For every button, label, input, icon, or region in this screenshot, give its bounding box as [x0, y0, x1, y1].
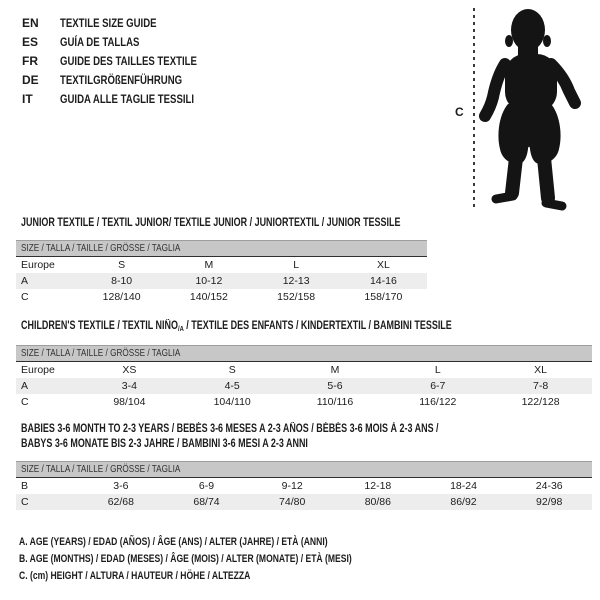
language-list: [22, 13, 231, 108]
cell: 12-18: [364, 480, 392, 492]
cell: 10-12: [195, 275, 223, 287]
height-label-c: C: [455, 105, 464, 119]
language-code: ES: [22, 34, 39, 49]
cell: 9-12: [281, 480, 303, 492]
footnote-c: C. (cm) HEIGHT / ALTURA / HAUTEUR / HÖHE / ALTEZZA: [19, 570, 251, 582]
size-header-bar: SIZE / TALLA / TAILLE / GRÖSSE / TAGLIA: [16, 345, 592, 361]
cell: 4-5: [224, 380, 240, 392]
size-table-children: [16, 345, 592, 410]
cell: L: [293, 259, 300, 271]
cell: 152/158: [277, 291, 316, 303]
cell: XS: [122, 364, 137, 376]
cell: S: [228, 364, 236, 376]
section-title-babies: BABIES 3-6 MONTH TO 2-3 YEARS / BEBÉS 3-6 MESES A 2-3 AÑOS / BÉBÉS 3-6 MOIS À 2-3 ANS / BABYS 3-6 MONATE BIS 2-3 JAHRE / BAMBINI 3-6 MESI A 2-3 ANNI: [21, 423, 439, 450]
cell: 116/122: [419, 396, 457, 408]
language-row: [22, 32, 231, 51]
cell: 18-24: [450, 480, 477, 492]
cell: M: [330, 364, 340, 376]
table-row-height: [16, 494, 592, 510]
cell: 6-7: [430, 380, 446, 392]
baby-figure: [485, 9, 575, 206]
cell: 6-9: [198, 480, 215, 492]
footnotes: [19, 534, 446, 585]
cell: 122/128: [521, 396, 560, 408]
table-row-age: [16, 273, 427, 289]
cell: 3-4: [121, 380, 137, 392]
language-name: GUIDE DES TAILLES TEXTILE: [60, 53, 197, 68]
cell: 158/170: [364, 291, 403, 303]
size-table-babies: [16, 461, 592, 510]
cell: 14-16: [369, 275, 397, 287]
cell: 8-10: [111, 275, 133, 287]
row-label: B: [21, 480, 29, 492]
table-row-height: [16, 289, 427, 305]
cell: 86/92: [450, 496, 477, 508]
section-title-junior: JUNIOR TEXTILE / TEXTIL JUNIOR/ TEXTILE JUNIOR / JUNIORTEXTIL / JUNIOR TESSILE: [21, 217, 401, 229]
size-table-junior: [16, 240, 427, 305]
cell: 140/152: [189, 291, 228, 303]
cell: 128/140: [102, 291, 141, 303]
row-label: A: [21, 275, 29, 287]
language-row: [22, 51, 231, 70]
cell: 12-13: [282, 275, 310, 287]
cell: 7-8: [532, 380, 549, 392]
cell: 3-6: [113, 480, 129, 492]
language-code: DE: [22, 72, 39, 87]
language-name: TEXTILGRÖßENFÜHRUNG: [60, 72, 183, 87]
section-title-children: CHILDREN'S TEXTILE / TEXTIL NIÑO/A / TEXTILE DES ENFANTS / KINDERTEXTIL / BAMBINI TESSILE: [21, 320, 452, 333]
language-code: EN: [22, 15, 39, 30]
table-row-europe: [16, 361, 592, 378]
language-name: GUIDA ALLE TAGLIE TESSILI: [60, 91, 195, 106]
cell: XL: [534, 364, 547, 376]
table-row-height: [16, 394, 592, 410]
cell: 5-6: [327, 380, 343, 392]
row-label: C: [21, 496, 29, 508]
baby-silhouette-figure: [450, 0, 600, 215]
size-header-bar: SIZE / TALLA / TAILLE / GRÖSSE / TAGLIA: [16, 461, 592, 477]
language-name: GUÍA DE TALLAS: [60, 34, 140, 49]
table-row-europe: [16, 256, 427, 273]
cell: S: [118, 259, 126, 271]
cell: 68/74: [193, 496, 220, 508]
cell: 80/86: [364, 496, 391, 508]
language-row: [22, 13, 231, 32]
cell: 74/80: [279, 496, 306, 508]
language-name: TEXTILE SIZE GUIDE: [60, 15, 157, 30]
cell: 98/104: [113, 396, 146, 408]
size-header-bar: SIZE / TALLA / TAILLE / GRÖSSE / TAGLIA: [16, 240, 427, 256]
language-code: FR: [22, 53, 38, 68]
row-label: Europe: [21, 259, 55, 271]
row-label: C: [21, 396, 29, 408]
language-row: [22, 70, 231, 89]
table-row-age-months: [16, 477, 592, 494]
cell: 110/116: [316, 396, 354, 408]
cell: XL: [376, 259, 390, 271]
cell: 104/110: [213, 396, 251, 408]
cell: 62/68: [107, 496, 134, 508]
language-code: IT: [22, 91, 33, 106]
subscript-a: /A: [177, 324, 184, 333]
cell: M: [204, 259, 214, 271]
row-label: C: [21, 291, 29, 303]
cell: L: [434, 364, 441, 376]
cell: 24-36: [535, 480, 563, 492]
table-row-age: [16, 378, 592, 394]
language-row: [22, 89, 231, 108]
cell: 92/98: [536, 496, 563, 508]
row-label: Europe: [21, 364, 55, 376]
footnote-b: B. AGE (MONTHS) / EDAD (MESES) / ÂGE (MOIS) / ALTER (MONATE) / ETÀ (MESI): [19, 553, 352, 565]
row-label: A: [21, 380, 29, 392]
footnote-a: A. AGE (YEARS) / EDAD (AÑOS) / ÂGE (ANS) / ALTER (JAHRE) / ETÀ (ANNI): [19, 536, 328, 548]
